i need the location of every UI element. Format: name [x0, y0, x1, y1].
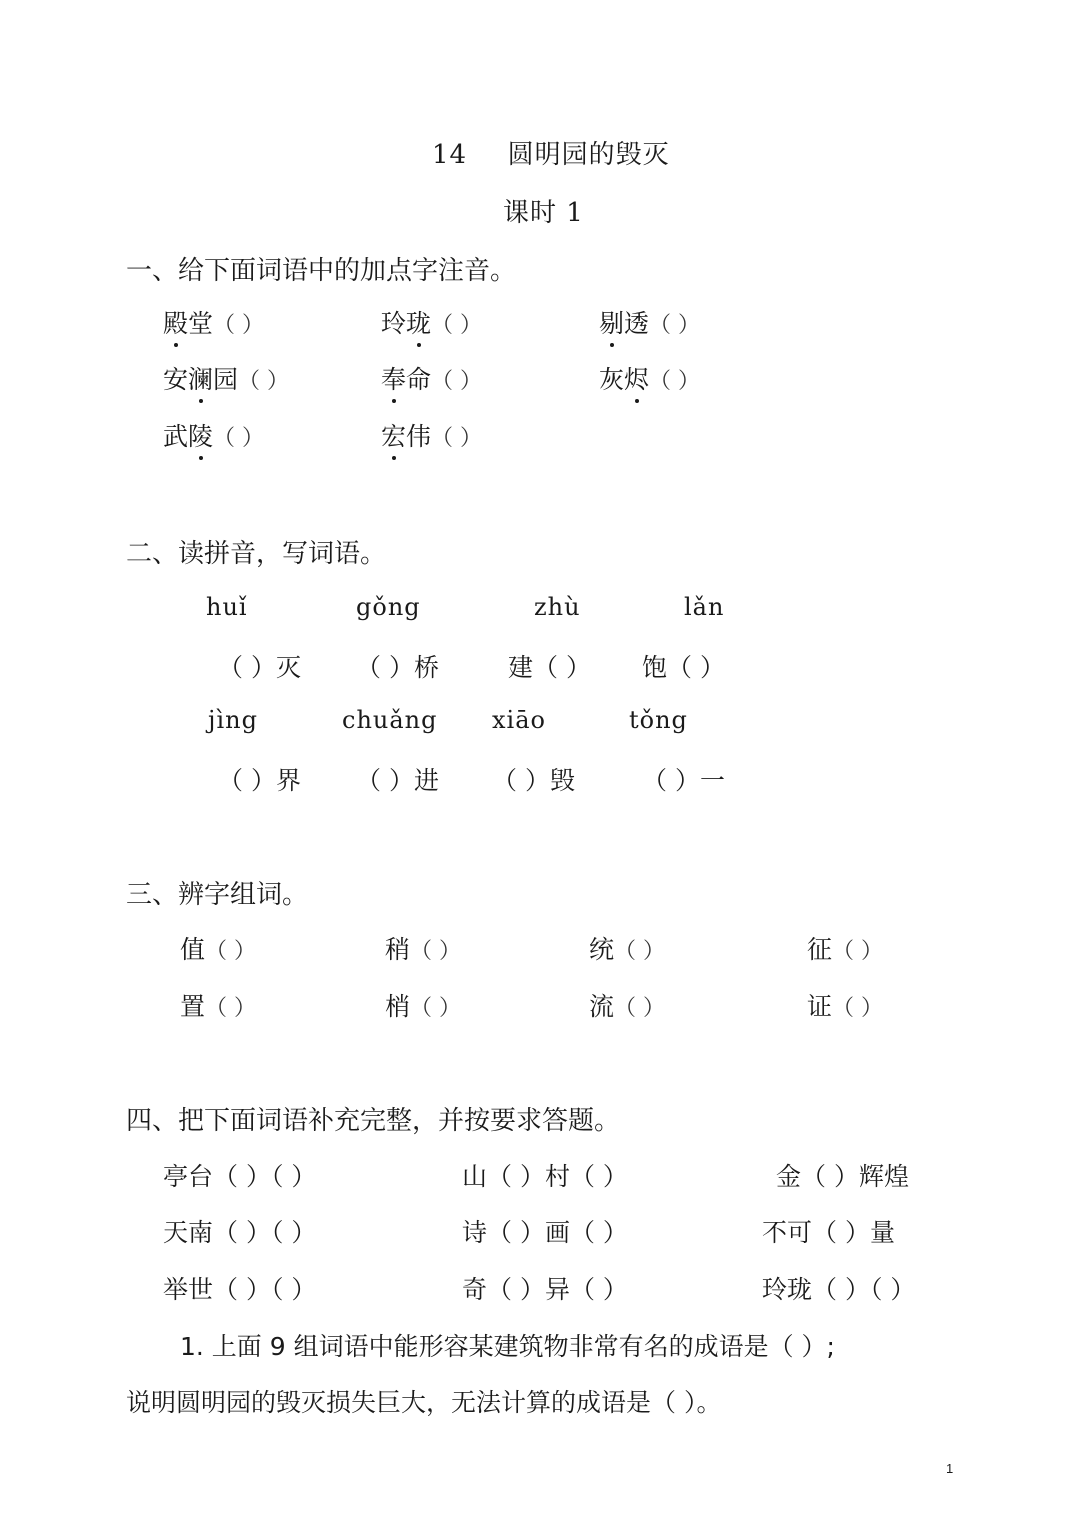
lesson-period: 课时 1	[503, 198, 584, 228]
idiom-blank[interactable]: 金（ ）辉煌	[776, 1162, 909, 1191]
question-1-line-1: 1. 上面 9 组词语中能形容某建筑物非常有名的成语是（ ）;	[180, 1332, 835, 1361]
char-item: 稍（ ）	[385, 935, 462, 964]
question-1-line-2: 说明圆明园的毁灭损失巨大，无法计算的成语是（ ）。	[126, 1388, 722, 1417]
answer-blank[interactable]: （ ）	[213, 313, 265, 338]
section1-heading: 一、给下面词语中的加点字注音。	[126, 256, 517, 286]
idiom-blank[interactable]: 玲珑（ ）（ ）	[762, 1275, 916, 1304]
lesson-name: 圆明园的毁灭	[507, 140, 670, 170]
answer-blank[interactable]: （ ）	[832, 939, 884, 964]
pinyin-label: chuǎng	[342, 706, 438, 734]
section4-heading: 四、把下面词语补充完整，并按要求答题。	[126, 1106, 621, 1136]
word-blank[interactable]: （ ）进	[356, 766, 439, 795]
pinyin-item: 安澜园（ ）	[163, 360, 289, 396]
pinyin-item: 殿堂（ ）	[163, 304, 264, 340]
word-blank[interactable]: 饱（ ）	[642, 653, 725, 682]
idiom-blank[interactable]: 山（ ）村（ ）	[462, 1162, 628, 1191]
answer-blank[interactable]: （ ）	[205, 939, 257, 964]
pinyin-item: 武陵（ ）	[163, 417, 264, 453]
word-blank[interactable]: （ ）桥	[356, 653, 439, 682]
char-item: 流（ ）	[589, 992, 666, 1021]
pinyin-item: 剔透（ ）	[599, 304, 700, 340]
section2-heading: 二、读拼音，写词语。	[126, 539, 387, 569]
pinyin-label: zhù	[534, 593, 581, 621]
char-item: 置（ ）	[180, 992, 257, 1021]
word-blank[interactable]: 建（ ）	[508, 653, 591, 682]
lesson-title	[432, 134, 670, 171]
word-blank[interactable]: （ ）一	[642, 766, 725, 795]
answer-blank[interactable]: （ ）	[649, 369, 701, 394]
char-item: 梢（ ）	[385, 992, 462, 1021]
idiom-blank[interactable]: 不可（ ）量	[762, 1218, 895, 1247]
lesson-number: 14	[432, 140, 468, 170]
idiom-blank[interactable]: 诗（ ）画（ ）	[462, 1218, 628, 1247]
pinyin-label: xiāo	[492, 706, 546, 734]
answer-blank[interactable]: （ ）	[614, 996, 666, 1021]
pinyin-item: 灰烬（ ）	[599, 360, 700, 396]
answer-blank[interactable]: （ ）	[410, 939, 462, 964]
answer-blank[interactable]: （ ）	[410, 996, 462, 1021]
answer-blank[interactable]: （ ）	[431, 313, 483, 338]
answer-blank[interactable]: （ ）	[832, 996, 884, 1021]
idiom-blank[interactable]: 天南（ ）（ ）	[163, 1218, 317, 1247]
pinyin-item: 奉命（ ）	[381, 360, 482, 396]
answer-blank[interactable]: （ ）	[431, 369, 483, 394]
word-blank[interactable]: （ ）界	[218, 766, 301, 795]
word-blank[interactable]: （ ）灭	[218, 653, 301, 682]
section3-heading: 三、辨字组词。	[126, 880, 309, 910]
answer-blank[interactable]: （ ）	[213, 426, 265, 451]
char-item: 统（ ）	[589, 935, 666, 964]
pinyin-label: lǎn	[684, 593, 725, 621]
answer-blank[interactable]: （ ）	[238, 369, 290, 394]
answer-blank[interactable]: （ ）	[205, 996, 257, 1021]
char-item: 值（ ）	[180, 935, 257, 964]
answer-blank[interactable]: （ ）	[431, 426, 483, 451]
page-number: 1	[946, 1461, 954, 1476]
answer-blank[interactable]: （ ）	[614, 939, 666, 964]
answer-blank[interactable]: （ ）	[649, 313, 701, 338]
idiom-blank[interactable]: 举世（ ）（ ）	[163, 1275, 317, 1304]
idiom-blank[interactable]: 奇（ ）异（ ）	[462, 1275, 628, 1304]
idiom-blank[interactable]: 亭台（ ）（ ）	[163, 1162, 317, 1191]
pinyin-item: 宏伟（ ）	[381, 417, 482, 453]
pinyin-label: huǐ	[206, 593, 248, 621]
char-item: 证（ ）	[807, 992, 884, 1021]
pinyin-label: tǒng	[629, 706, 688, 734]
pinyin-label: jìng	[208, 706, 258, 734]
pinyin-label: gǒng	[356, 593, 421, 621]
word-blank[interactable]: （ ）毁	[492, 766, 575, 795]
char-item: 征（ ）	[807, 935, 884, 964]
pinyin-item: 玲珑（ ）	[381, 304, 482, 340]
